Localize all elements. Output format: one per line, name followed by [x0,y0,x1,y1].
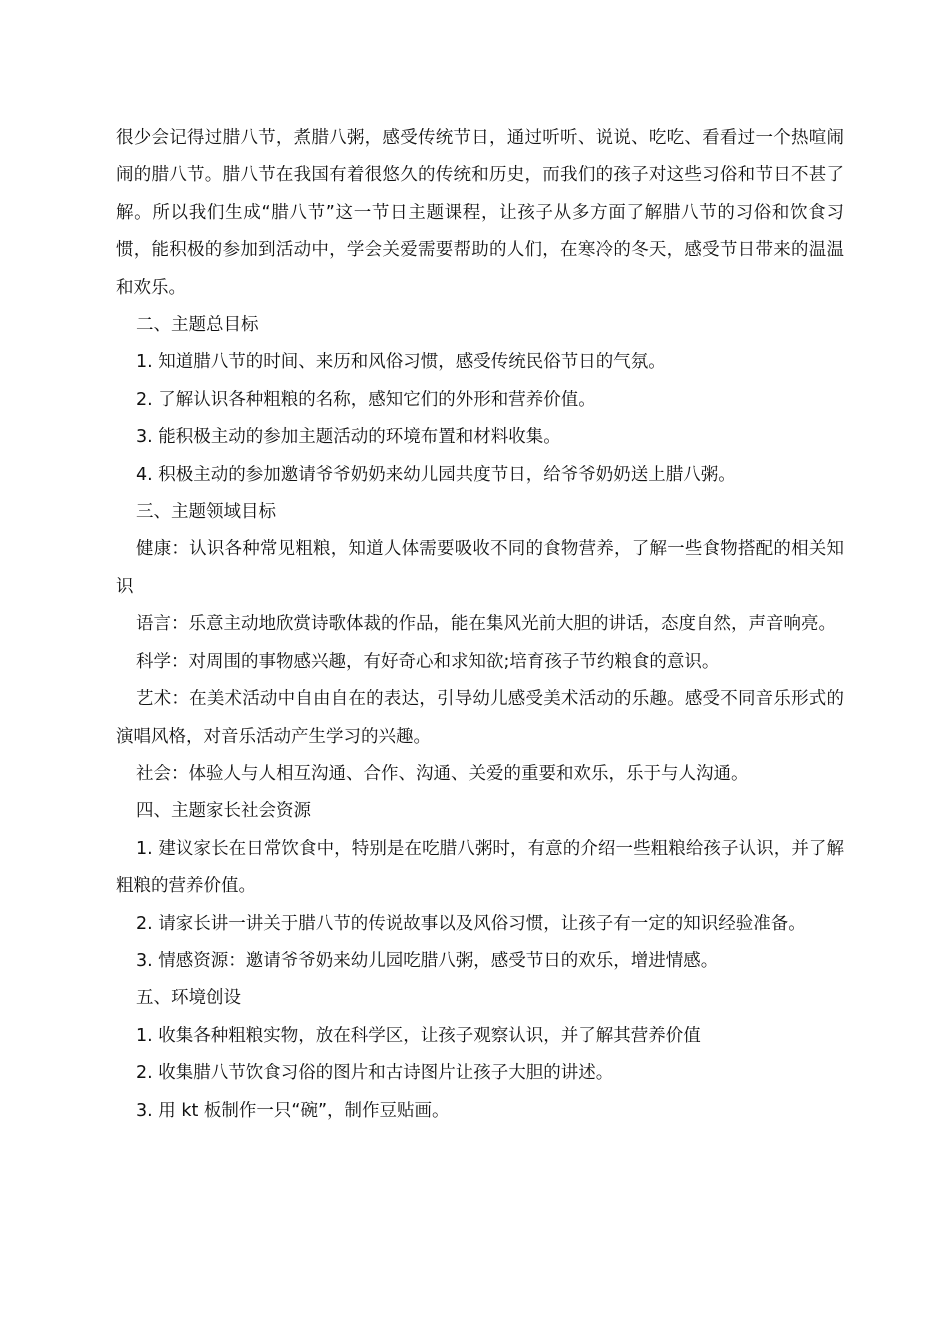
domain-goal-item: 艺术：在美术活动中自由自在的表达，引导幼儿感受美术活动的乐趣。感受不同音乐形式的演唱风格，对音乐活动产生学习的兴趣。 [116,689,844,747]
environment-item: 3. 用 kt 板制作一只“碗”，制作豆贴画。 [136,1100,450,1121]
domain-goal-item: 健康：认识各种常见粗粮，知道人体需要吸收不同的食物营养，了解一些食物搭配的相关知识 [116,539,844,597]
section-heading-domain-goals: 三、主题领域目标 [136,502,276,523]
environment-item: 1. 收集各种粗粮实物，放在科学区，让孩子观察认识，并了解其营养价值 [136,1025,701,1046]
environment-item: 2. 收集腊八节饮食习俗的图片和古诗图片让孩子大胆的讲述。 [136,1063,614,1084]
intro-paragraph: 很少会记得过腊八节，煮腊八粥，感受传统节日，通过听听、说说、吃吃、看看过一个热喧闹闹的腊八节。腊八节在我国有着很悠久的传统和历史，而我们的孩子对这些习俗和节日不甚了解。所以我们生成“腊八节”这一节日主题课程，让孩子从多方面了解腊八节的习俗和饮食习惯，能积极的参加到活动中，学会关爱需要帮助的人们，在寒冷的冬天，感受节日带来的温温和欢乐。 [116,128,844,298]
resource-item: 3. 情感资源：邀请爷爷奶来幼儿园吃腊八粥，感受节日的欢乐，增进情感。 [136,950,719,971]
domain-goal-item: 语言：乐意主动地欣赏诗歌体裁的作品，能在集风光前大胆的讲话，态度自然，声音响亮。 [136,614,836,635]
document-body [116,120,844,1130]
section-heading-environment: 五、环境创设 [136,988,241,1009]
section-heading-goals: 二、主题总目标 [136,315,259,336]
domain-goal-item: 社会：体验人与人相互沟通、合作、沟通、关爱的重要和欢乐，乐于与人沟通。 [136,763,749,784]
domain-goal-item: 科学：对周围的事物感兴趣，有好奇心和求知欲;培育孩子节约粮食的意识。 [136,651,720,672]
goal-item: 3. 能积极主动的参加主题活动的环境布置和材料收集。 [136,427,561,448]
goal-item: 2. 了解认识各种粗粮的名称，感知它们的外形和营养价值。 [136,389,596,410]
resource-item: 1. 建议家长在日常饮食中，特别是在吃腊八粥时，有意的介绍一些粗粮给孩子认识，并了解粗粮的营养价值。 [116,838,844,897]
goal-item: 4. 积极主动的参加邀请爷爷奶奶来幼儿园共度节日，给爷爷奶奶送上腊八粥。 [136,464,736,485]
goal-item: 1. 知道腊八节的时间、来历和风俗习惯，感受传统民俗节日的气氛。 [136,352,666,373]
resource-item: 2. 请家长讲一讲关于腊八节的传说故事以及风俗习惯，让孩子有一定的知识经验准备。 [136,913,806,934]
section-heading-resources: 四、主题家长社会资源 [136,801,311,822]
